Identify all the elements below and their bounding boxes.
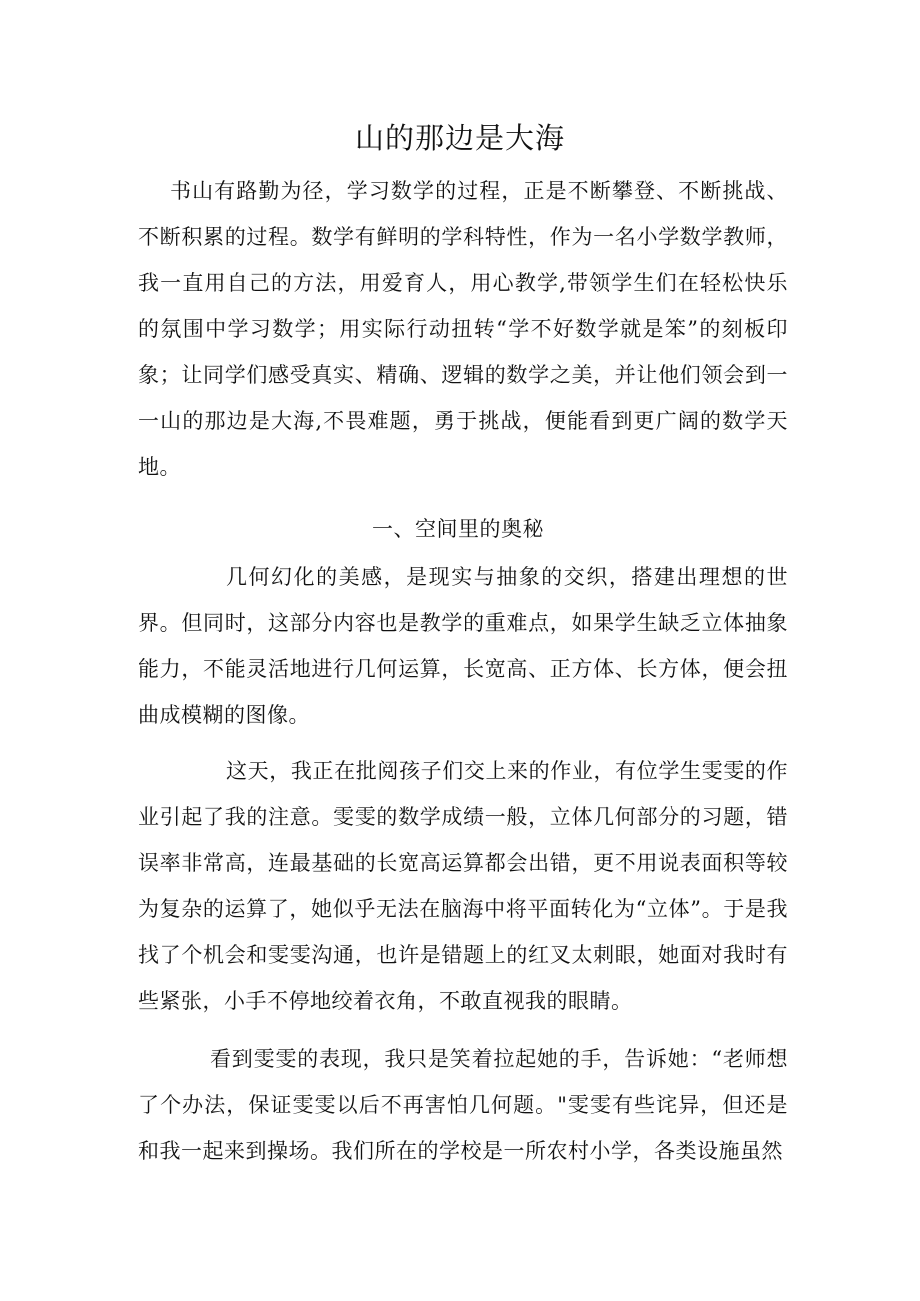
- body-paragraph-3: 看到雯雯的表现，我只是笑着拉起她的手，告诉她：“老师想了个办法，保证雯雯以后不再害怕几何题。"雯雯有些诧异，但还是和我一起来到操场。我们所在的学校是一所农村小学，各类设施虽然: [138, 1047, 788, 1163]
- document-title: 山的那边是大海: [354, 121, 565, 155]
- intro-paragraph: 书山有路勤为径，学习数学的过程，正是不断攀登、不断挑战、不断积累的过程。数学有鲜明的学科特性，作为一名小学数学教师，我一直用自己的方法，用爱育人，用心教学,带领学生们在轻松快乐的氛围中学习数学；用实际行动扭转“学不好数学就是笨”的刻板印象；让同学们感受真实、精确、逻辑的数学之美，并让他们领会到一一山的那边是大海,不畏难题，勇于挑战，便能看到更广阔的数学天地。: [138, 179, 788, 479]
- body-paragraph-1: 几何幻化的美感，是现实与抽象的交织，搭建出理想的世界。但同时，这部分内容也是教学的重难点，如果学生缺乏立体抽象能力，不能灵活地进行几何运算，长宽高、正方体、长方体，便会扭曲成模糊的图像。: [138, 565, 788, 727]
- body-paragraph-2: 这天，我正在批阅孩子们交上来的作业，有位学生雯雯的作业引起了我的注意。雯雯的数学成绩一般，立体几何部分的习题，错误率非常高，连最基础的长宽高运算都会出错，更不用说表面积等较为复杂的运算了，她似乎无法在脑海中将平面转化为“立体”。于是我找了个机会和雯雯沟通，也许是错题上的红叉太刺眼，她面对我时有些紧张，小手不停地绞着衣角，不敢直视我的眼睛。: [138, 759, 788, 1013]
- section-heading: 一、空间里的奥秘: [372, 517, 544, 541]
